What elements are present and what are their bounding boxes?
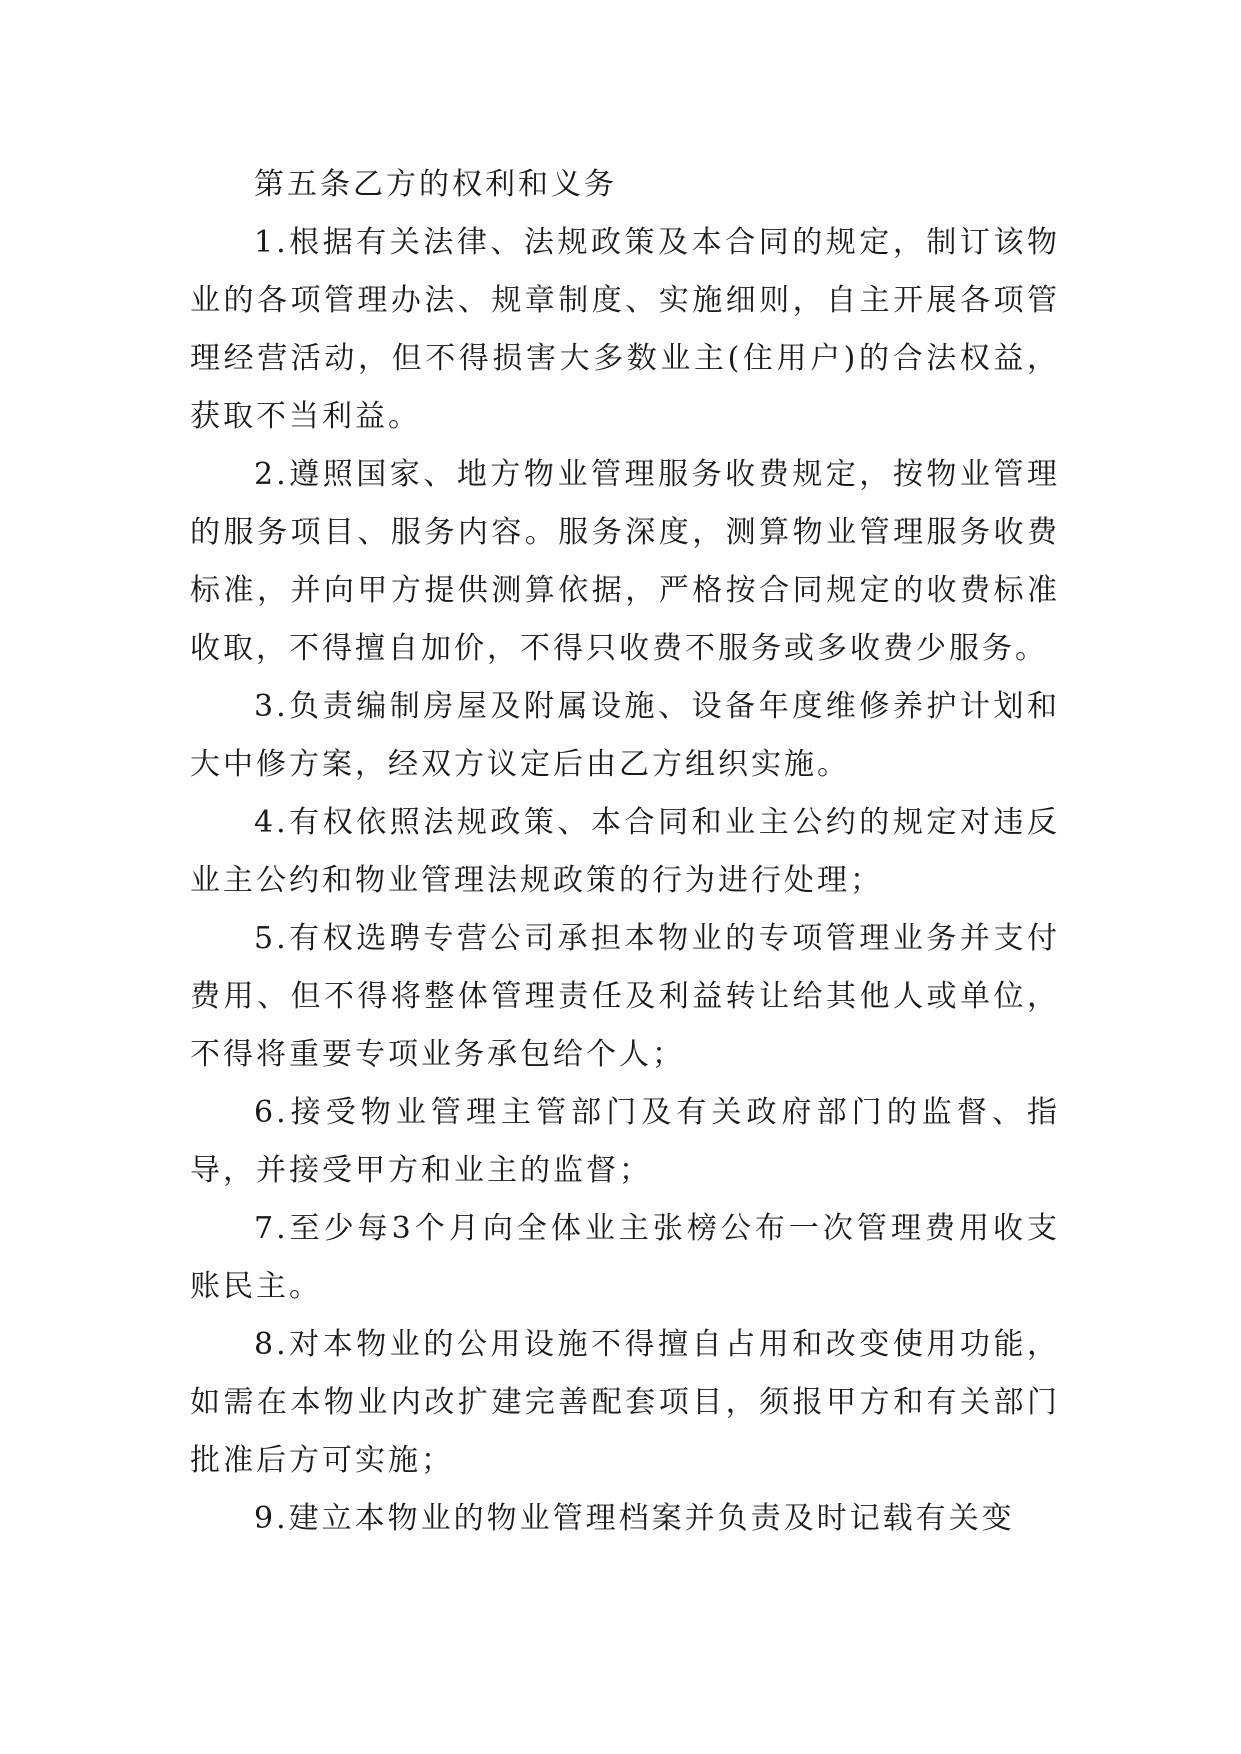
paragraph-6: 6.接受物业管理主管部门及有关政府部门的监督、指导，并接受甲方和业主的监督； <box>190 1095 1060 1188</box>
paragraph-3: 3.负责编制房屋及附属设施、设备年度维修养护计划和大中修方案，经双方议定后由乙方组织实施。 <box>190 689 1060 782</box>
paragraph-1: 1.根据有关法律、法规政策及本合同的规定，制订该物业的各项管理办法、规章制度、实施细则，自主开展各项管理经营活动，但不得损害大多数业主(住用户)的合法权益，获取不当利益。 <box>190 225 1060 434</box>
paragraph-8: 8.对本物业的公用设施不得擅自占用和改变使用功能，如需在本物业内改扩建完善配套项目，须报甲方和有关部门批准后方可实施； <box>190 1327 1060 1478</box>
paragraph-5: 5.有权选聘专营公司承担本物业的专项管理业务并支付费用、但不得将整体管理责任及利益转让给其他人或单位，不得将重要专项业务承包给个人； <box>190 921 1060 1072</box>
article-heading: 第五条乙方的权利和义务 <box>254 167 617 202</box>
paragraph-4: 4.有权依照法规政策、本合同和业主公约的规定对违反业主公约和物业管理法规政策的行为进行处理； <box>190 805 1060 898</box>
paragraph-7: 7.至少每3个月向全体业主张榜公布一次管理费用收支账民主。 <box>190 1211 1060 1304</box>
document-body <box>190 156 1060 1548</box>
paragraph-9: 9.建立本物业的物业管理档案并负责及时记载有关变 <box>254 1501 1015 1536</box>
paragraph-2: 2.遵照国家、地方物业管理服务收费规定，按物业管理的服务项目、服务内容。服务深度，测算物业管理服务收费标准，并向甲方提供测算依据，严格按合同规定的收费标准收取，不得擅自加价，不得只收费不服务或多收费少服务。 <box>190 457 1060 666</box>
